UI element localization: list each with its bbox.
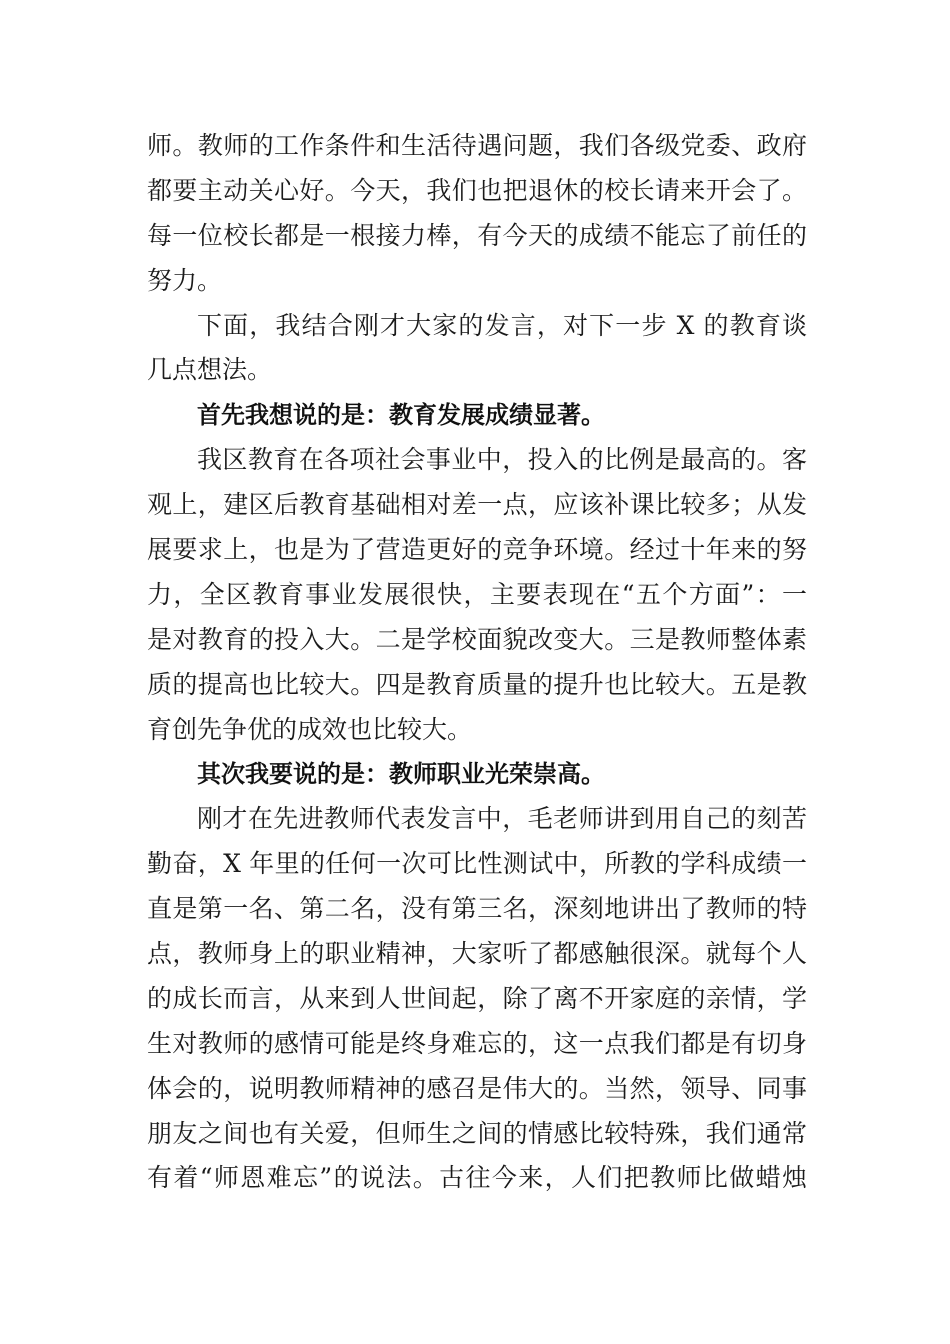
document-body xyxy=(147,124,807,1201)
text-line: 点，教师身上的职业精神，大家听了都感触很深。就每个人 xyxy=(147,939,807,969)
text-line: 的成长而言，从来到人世间起，除了离不开家庭的亲情，学 xyxy=(147,983,807,1013)
text-line: 都要主动关心好。今天，我们也把退休的校长请来开会了。 xyxy=(147,175,807,205)
text-line: 是对教育的投入大。二是学校面貌改变大。三是教师整体素 xyxy=(147,624,807,654)
text-line: 生对教师的感情可能是终身难忘的，这一点我们都是有切身 xyxy=(147,1028,807,1058)
text-line: 力，全区教育事业发展很快，主要表现在“五个方面”：一 xyxy=(147,579,807,609)
text-line: 直是第一名、第二名，没有第三名，深刻地讲出了教师的特 xyxy=(147,894,807,924)
text-line: 每一位校长都是一根接力棒，有今天的成绩不能忘了前任的 xyxy=(147,220,807,250)
text-line: 勤奋，X 年里的任何一次可比性测试中，所教的学科成绩一 xyxy=(147,849,807,879)
text-line: 师。教师的工作条件和生活待遇问题，我们各级党委、政府 xyxy=(147,131,807,160)
text-line: 努力。 xyxy=(147,265,223,295)
section-heading-2: 其次我要说的是：教师职业光荣崇高。 xyxy=(197,760,605,789)
text-line: 我区教育在各项社会事业中，投入的比例是最高的。客 xyxy=(197,445,807,475)
text-line: 展要求上，也是为了营造更好的竞争环境。经过十年来的努 xyxy=(147,535,807,565)
text-line: 有着“师恩难忘”的说法。古往今来，人们把教师比做蜡烛 xyxy=(147,1163,807,1193)
text-line: 育创先争优的成效也比较大。 xyxy=(147,714,473,744)
text-line: 质的提高也比较大。四是教育质量的提升也比较大。五是教 xyxy=(147,669,807,699)
section-heading-1: 首先我想说的是：教育发展成绩显著。 xyxy=(197,401,605,430)
text-line: 体会的，说明教师精神的感召是伟大的。当然，领导、同事 xyxy=(147,1073,807,1103)
text-line: 几点想法。 xyxy=(147,355,273,385)
text-line: 朋友之间也有关爱，但师生之间的情感比较特殊，我们通常 xyxy=(147,1118,807,1148)
text-line: 下面，我结合刚才大家的发言，对下一步 X 的教育谈 xyxy=(197,310,807,340)
text-line: 观上，建区后教育基础相对差一点，应该补课比较多；从发 xyxy=(147,490,807,520)
text-line: 刚才在先进教师代表发言中，毛老师讲到用自己的刻苦 xyxy=(197,804,807,834)
